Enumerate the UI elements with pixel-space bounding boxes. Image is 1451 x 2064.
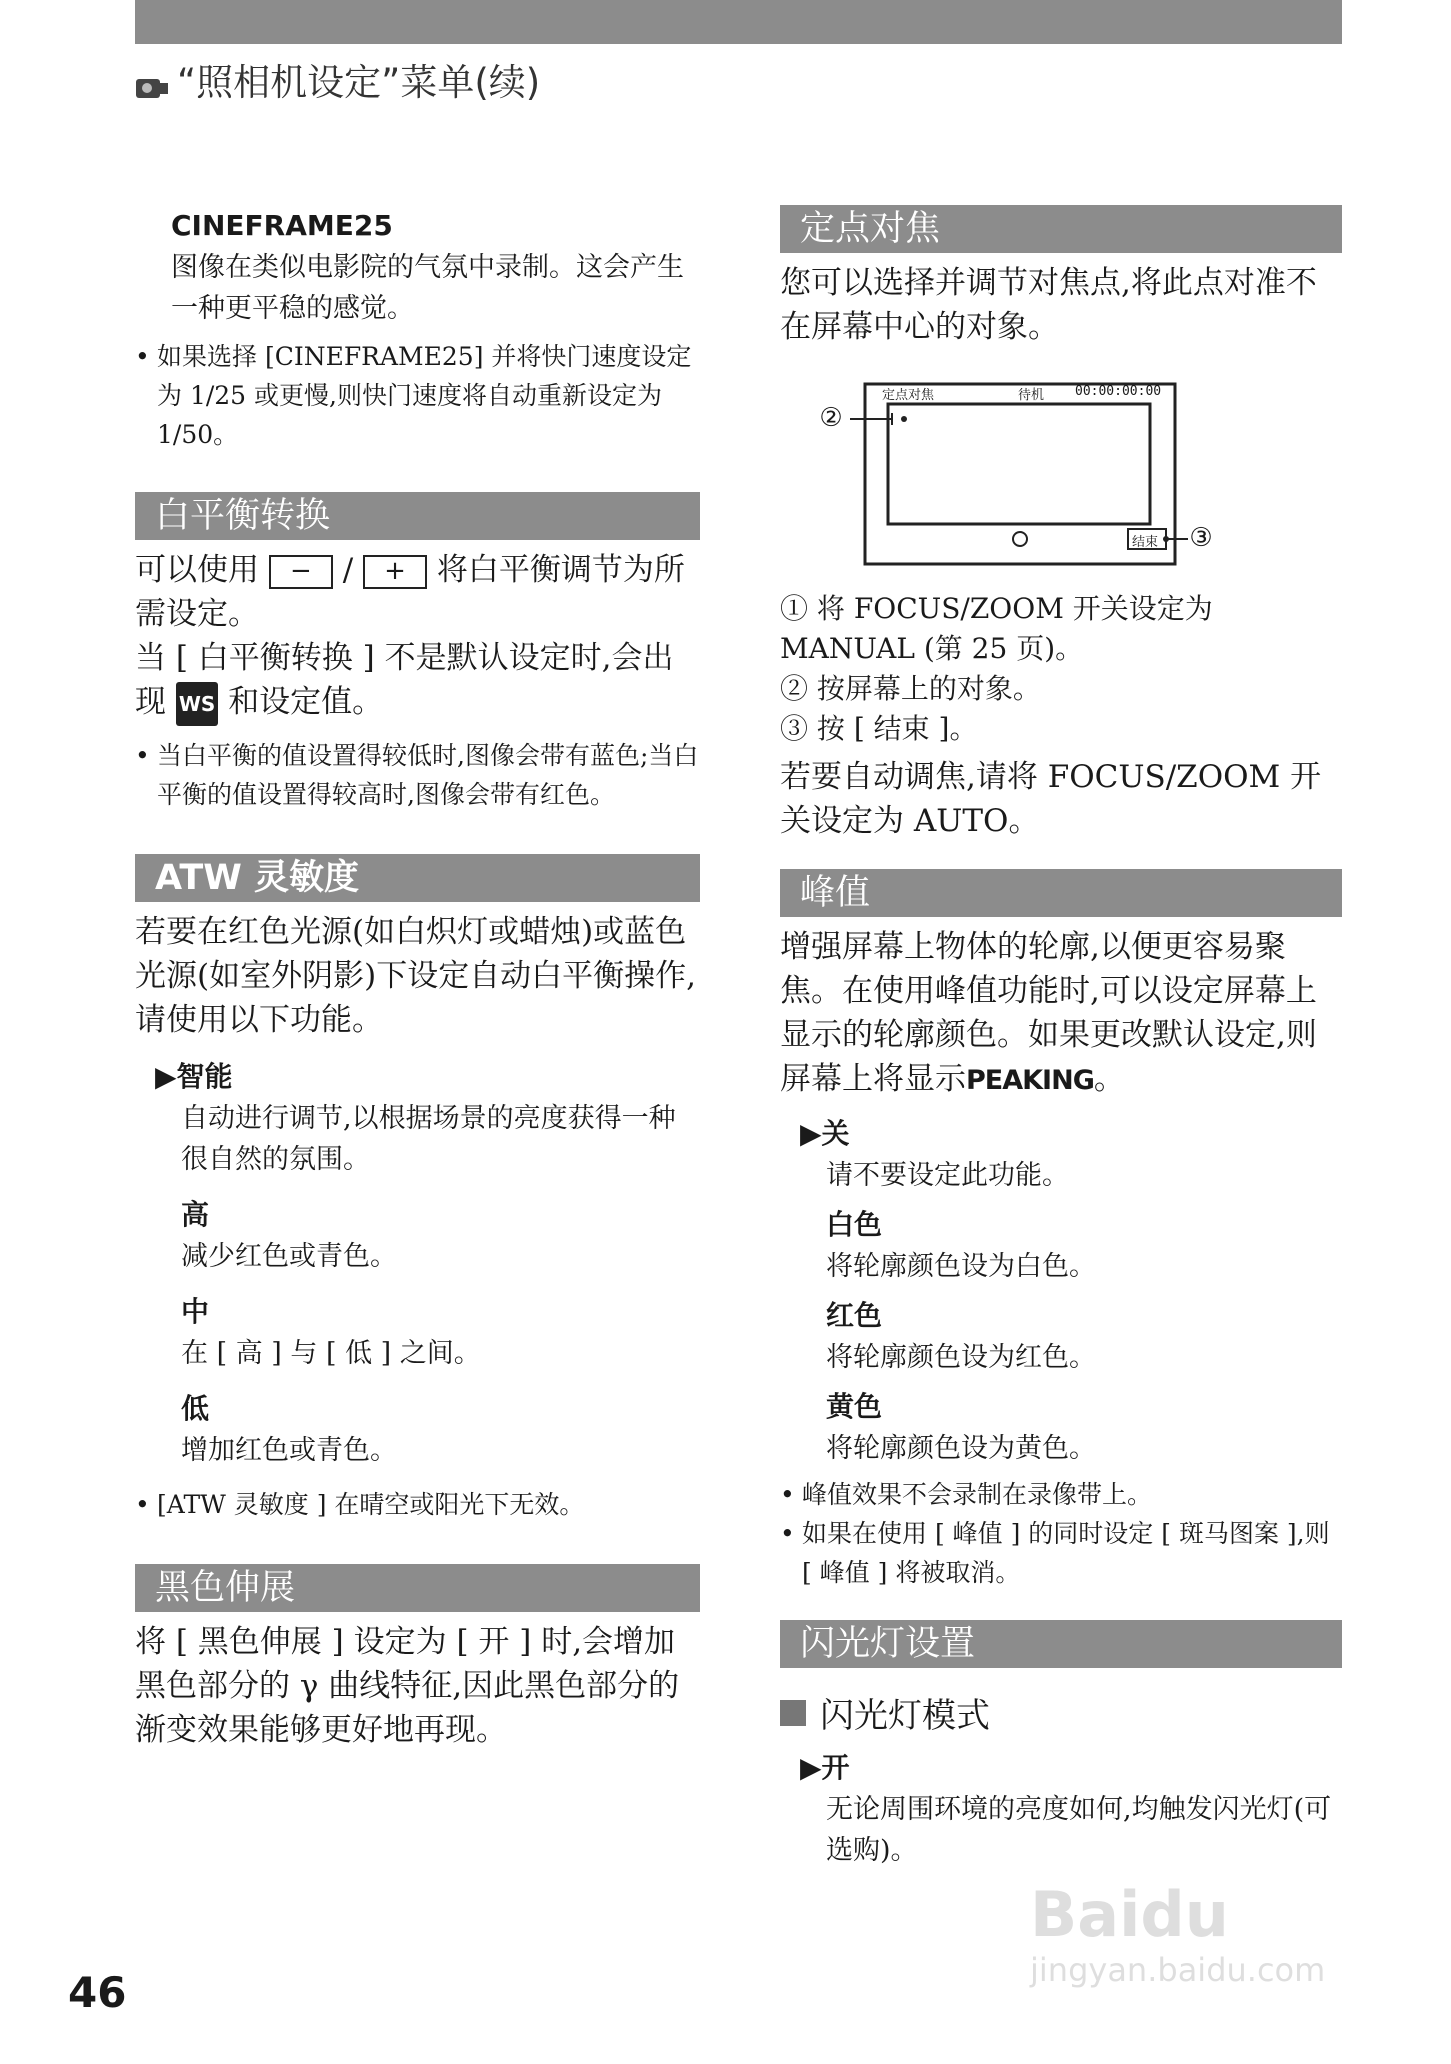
step-item: ② 按屏幕上的对象。 — [780, 672, 1041, 705]
camera-screen-diagram — [820, 379, 1260, 579]
page-title-text: “照相机设定”菜单(续) — [177, 61, 541, 104]
section-header-spot-focus: 定点对焦 — [780, 205, 1342, 253]
peaking-option-desc: 请不要设定此功能。 — [826, 1160, 1069, 1191]
peaking-option-label: ▶关 — [800, 1117, 850, 1150]
peaking-note: • 峰值效果不会录制在录像带上。 — [780, 1475, 1342, 1514]
atw-option-desc: 自动进行调节,以根据场景的亮度获得一种很自然的氛围。 — [181, 1102, 676, 1175]
screen-status: 待机 — [1018, 388, 1045, 403]
spot-focus-outro: 若要自动调焦,请将 FOCUS/ZOOM 开关设定为 AUTO。 — [780, 759, 1322, 839]
wb-shift-para-2: 当 [ 白平衡转换 ] 不是默认设定时,会出现 WS 和设定值。 — [135, 636, 700, 726]
step-item: ③ 按 [ 结束 ]。 — [780, 712, 978, 745]
minus-button-icon: − — [269, 555, 333, 589]
callout-2: ② — [819, 403, 843, 433]
atw-option-label: ▶智能 — [155, 1059, 233, 1093]
watermark-url: jingyan.baidu.com — [1030, 1951, 1326, 1989]
peaking-icon: PEAKING — [966, 1065, 1094, 1096]
flash-option-label: ▶开 — [800, 1751, 850, 1784]
atw-option-label: 高 — [181, 1197, 210, 1231]
screen-end-button: 结束 — [1132, 535, 1159, 550]
section-header-wb-shift: 白平衡转换 — [135, 492, 700, 540]
top-bar — [135, 0, 1342, 44]
spot-focus-steps — [780, 589, 1342, 749]
peaking-option-desc: 将轮廓颜色设为白色。 — [826, 1251, 1096, 1282]
peaking-option-desc: 将轮廓颜色设为红色。 — [826, 1342, 1096, 1373]
plus-button-icon: + — [363, 555, 427, 589]
camera-icon — [135, 66, 169, 92]
peaking-note: • 如果在使用 [ 峰值 ] 的同时设定 [ 斑马图案 ],则 [ 峰值 ] 将被取消。 — [780, 1514, 1342, 1592]
peaking-option-desc: 将轮廓颜色设为黄色。 — [826, 1433, 1096, 1464]
atw-intro: 若要在红色光源(如白炽灯或蜡烛)或蓝色光源(如室外阴影)下设定自动白平衡操作,请使用以下功能。 — [135, 913, 697, 1038]
callout-3: ③ — [1189, 523, 1213, 553]
step-item: ① 将 FOCUS/ZOOM 开关设定为 MANUAL (第 25 页)。 — [780, 592, 1213, 665]
section-header-peaking: 峰值 — [780, 869, 1342, 917]
cineframe-label: CINEFRAME25 — [171, 209, 393, 242]
flash-mode-subheader: 闪光灯模式 — [780, 1688, 1342, 1737]
atw-option-desc: 增加红色或青色。 — [181, 1434, 397, 1466]
watermark — [1030, 1880, 1370, 2030]
atw-option-desc: 在 [ 高 ] 与 [ 低 ] 之间。 — [181, 1337, 481, 1369]
right-column — [780, 205, 1342, 1871]
ws-icon: WS — [176, 682, 218, 726]
atw-option-label: 中 — [181, 1294, 210, 1328]
cineframe-note: • 如果选择 [CINEFRAME25] 并将快门速度设定为 1/25 或更慢,则快门速度将自动重新设定为 1/50。 — [135, 337, 700, 454]
black-stretch-body: 将 [ 黑色伸展 ] 设定为 [ 开 ] 时,会增加黑色部分的 γ 曲线特征,因此黑色部分的渐变效果能够更好地再现。 — [135, 1623, 680, 1748]
left-column — [135, 205, 700, 1752]
square-bullet-icon — [780, 1700, 806, 1726]
page-title — [135, 52, 540, 106]
watermark-brand: Baidu — [1030, 1878, 1229, 1951]
peaking-intro: 增强屏幕上物体的轮廓,以便更容易聚焦。在使用峰值功能时,可以设定屏幕上显示的轮廓颜色。如果更改默认设定,则屏幕上将显示PEAKING。 — [780, 929, 1317, 1097]
flash-option-desc: 无论周围环境的亮度如何,均触发闪光灯(可选购)。 — [826, 1794, 1332, 1866]
wb-shift-note: • 当白平衡的值设置得较低时,图像会带有蓝色;当白平衡的值设置得较高时,图像会带有红色。 — [135, 736, 700, 814]
peaking-option-label: 黄色 — [826, 1390, 883, 1423]
page-number: 46 — [68, 1968, 127, 2017]
screen-label: 定点对焦 — [882, 388, 935, 403]
peaking-options — [780, 1113, 1342, 1469]
screen-timecode: 00:00:00:00 — [1075, 384, 1162, 399]
peaking-option-label: 白色 — [826, 1208, 883, 1241]
section-header-black-stretch: 黑色伸展 — [135, 1564, 700, 1612]
peaking-option-label: 红色 — [826, 1299, 883, 1332]
atw-note: • [ATW 灵敏度 ] 在晴空或阳光下无效。 — [135, 1485, 700, 1524]
atw-options — [135, 1056, 700, 1471]
section-header-flash: 闪光灯设置 — [780, 1620, 1342, 1668]
section-header-atw: ATW 灵敏度 — [135, 854, 700, 902]
spot-focus-intro: 您可以选择并调节对焦点,将此点对准不在屏幕中心的对象。 — [780, 265, 1317, 345]
cineframe-desc: 图像在类似电影院的气氛中录制。这会产生一种更平稳的感觉。 — [171, 252, 684, 324]
atw-option-desc: 减少红色或青色。 — [181, 1240, 397, 1272]
atw-option-label: 低 — [181, 1391, 210, 1425]
wb-shift-para-1: 可以使用 − / + 将白平衡调节为所需设定。 — [135, 552, 685, 632]
